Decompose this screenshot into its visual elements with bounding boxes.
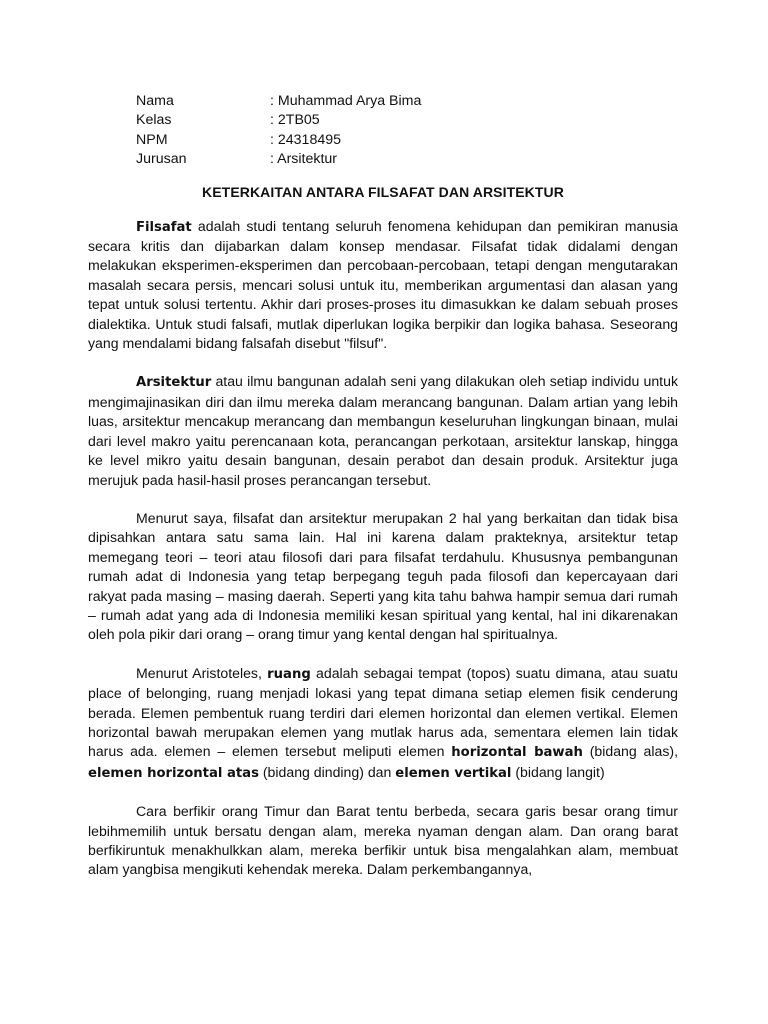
document-title: KETERKAITAN ANTARA FILSAFAT DAN ARSITEKTUR [202,183,564,200]
paragraph-opinion: Menurut saya, filsafat dan arsitektur merupakan 2 hal yang berkaitan dan tidak bisa dipisahkan antara satu sama lain. Hal ini karena dalam prakteknya, arsitektur tetap memegang teori – teori atau filosofi dari para filsafat terdahulu. Khususnya pembangunan rumah adat di Indonesia yang tetap berpegang teguh pada filosofi dan kepercayaan dari rakyat pada masing – masing daerah. Seperti yang kita tahu bahwa hampir semua dari rumah – rumah adat yang ada di Indonesia memiliki kesan spiritual yang kental, hal ini dikarenakan oleh pola pikir dari orang – orang timur yang kental dengan hal spiritualnya. [88,509,678,643]
term-arsitektur: Arsitektur [136,375,212,391]
document-page [88,92,678,880]
paragraph-filsafat [88,217,678,354]
info-value: : Arsitektur [270,151,338,168]
info-row-kelas [136,111,678,130]
paragraph-arsitektur [88,372,678,489]
paragraph-text: (bidang alas), [582,743,678,760]
paragraph-text: atau ilmu bangunan adalah seni yang dilakukan oleh setiap individu untuk mengimajinasikan diri dan ilmu mereka dalam merancang bangunan. Dalam artian yang lebih luas, arsitektur mencakup merancang dan membangun keseluruhan lingkungan binaan, mulai dari level makro yaitu perencanaan kota, perancangan perkotaan, arsitektur lanskap, hingga ke level mikro yaitu desain bangunan, desain perabot dan desain produk. Arsitektur juga merujuk pada hasil-hasil proses perancangan tersebut. [88,373,678,488]
term-horizontal-bawah: horizontal bawah [451,745,583,761]
term-filsafat: Filsafat [136,219,192,235]
info-row-npm [136,131,678,150]
info-value: : Muhammad Arya Bima [270,93,422,109]
paragraph-text: (bidang dinding) dan [258,763,396,780]
paragraph-text: (bidang langit) [511,763,605,780]
info-row-jurusan [136,150,678,169]
term-horizontal-atas: elemen horizontal atas [88,765,259,781]
paragraph-text: Menurut Aristoteles, [136,664,268,681]
info-value: : 2TB05 [270,112,320,129]
info-value: : 24318495 [270,131,342,148]
info-label: Kelas [136,112,172,129]
term-ruang: ruang [267,666,311,682]
paragraph-timur-barat: Cara berfikir orang Timur dan Barat tentu berbeda, secara garis besar orang timur lebihmemilih untuk bersatu dengan alam, mereka nyaman dengan alam. Dan orang barat berfikiruntuk menakhulkkan alam, mereka berfikir untuk bisa mengalahkan alam, membuat alam yangbisa mengikuti kehendak mereka. Dalam perkembangannya, [88,803,678,878]
term-vertikal: elemen vertikal [395,765,512,781]
info-label: Jurusan [136,151,187,168]
info-label: Nama [136,93,174,109]
paragraph-ruang [88,664,678,783]
info-row-nama [136,92,678,111]
paragraph-text: adalah studi tentang seluruh fenomena kehidupan dan pemikiran manusia secara kritis dan dijabarkan dalam konsep mendasar. Filsafat tidak didalami dengan melakukan eksperimen-eksperimen dan percobaan-percobaan, tetapi dengan mengutarakan masalah secara persis, mencari solusi untuk itu, memberikan argumentasi dan alasan yang tepat untuk solusi tertentu. Akhir dari proses-proses itu dimasukkan ke dalam sebuah proses dialektika. Untuk studi falsafi, mutlak diperlukan logika berpikir dan logika bahasa. Seseorang yang mendalami bidang falsafah disebut "filsuf". [88,217,678,352]
student-info [136,92,678,170]
paragraph-text: adalah sebagai tempat (topos) suatu dimana, atau suatu place of belonging, ruang menjadi lokasi yang tepat dimana setiap elemen fisik cenderung berada. Elemen pembentuk ruang terdiri dari elemen horizontal dan elemen vertikal. Elemen horizontal bawah merupakan elemen yang mutlak harus ada, sementara elemen lain tidak harus ada. elemen – elemen tersebut meliputi elemen [88,664,678,760]
info-label: NPM [136,131,168,148]
